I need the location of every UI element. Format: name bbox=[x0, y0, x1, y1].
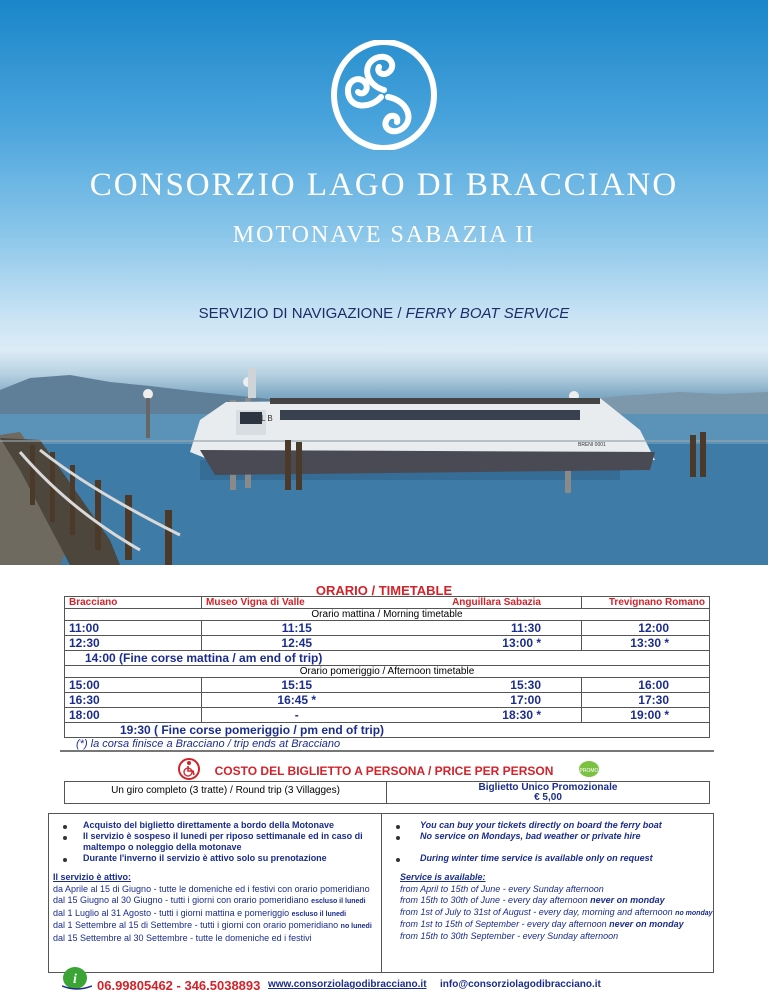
time-cell: 15:00 bbox=[65, 678, 202, 693]
time-cell: 17:00 bbox=[392, 693, 582, 708]
col-museo: Museo Vigna di Valle bbox=[202, 597, 392, 609]
it-bullet-1: Acquisto del biglietto direttamente a bordo della Motonave bbox=[83, 820, 335, 830]
email-link[interactable]: info@consorziolagodibracciano.it bbox=[440, 979, 601, 990]
en-line: from 15th to 30th of June - every day afternoon never on monday bbox=[400, 895, 665, 905]
svg-text:i: i bbox=[73, 972, 77, 987]
timetable-note: (*) la corsa finisce a Bracciano / trip ends at Bracciano bbox=[76, 738, 341, 750]
divider bbox=[60, 750, 714, 752]
en-schedule bbox=[400, 872, 713, 942]
triskelion-logo bbox=[331, 40, 437, 150]
time-cell: 18:30 * bbox=[392, 708, 582, 723]
ferry-photo bbox=[0, 340, 768, 565]
en-active-title: Service is available: bbox=[400, 872, 486, 882]
time-cell: 13:30 * bbox=[582, 636, 710, 651]
it-active-title: Il servizio è attivo: bbox=[53, 872, 132, 882]
time-cell: 13:00 * bbox=[392, 636, 582, 651]
round-trip-label: Un giro completo (3 tratte) / Round trip (3 Villagges) bbox=[65, 782, 387, 803]
time-cell: 11:30 bbox=[392, 621, 582, 636]
info-italian bbox=[49, 814, 382, 972]
website-link[interactable]: www.consorziolagodibracciano.it bbox=[268, 979, 427, 990]
morning-label: Orario mattina / Morning timetable bbox=[65, 609, 710, 621]
time-cell: 17:30 bbox=[582, 693, 710, 708]
timetable-table bbox=[64, 596, 710, 738]
it-line: dal 15 Giugno al 30 Giugno - tutti i giorni con orario pomeridiano escluso il lunedi bbox=[53, 895, 366, 905]
col-trevignano: Trevignano Romano bbox=[582, 597, 710, 609]
timetable-row bbox=[65, 621, 710, 636]
info-box bbox=[48, 813, 714, 973]
en-bullet-3: During winter time service is available only on request bbox=[420, 853, 653, 863]
it-bullet-2a: Il servizio è sospeso il lunedi per riposo settimanale ed in caso di bbox=[83, 831, 363, 841]
bow-label: N.L B bbox=[253, 414, 273, 423]
hull-label: BRENI 0001 bbox=[578, 442, 606, 448]
col-bracciano: Bracciano bbox=[65, 597, 202, 609]
it-line: dal 1 Luglio al 31 Agosto - tutti i giorni mattina e pomeriggio escluso il lunedi bbox=[53, 907, 347, 918]
promo-badge-icon bbox=[578, 760, 600, 778]
en-line: from April to 15th of June - every Sunday afternoon bbox=[400, 883, 604, 894]
time-cell: 18:00 bbox=[65, 708, 202, 723]
footer bbox=[0, 978, 768, 994]
time-cell: 16:30 bbox=[65, 693, 202, 708]
ticket-info bbox=[387, 782, 709, 803]
en-line: from 15th to 30th September - every Sunday afternoon bbox=[400, 930, 619, 941]
time-cell: 16:00 bbox=[582, 678, 710, 693]
it-line: da Aprile al 15 di Giugno - tutte le domeniche ed i festivi con orario pomeridiano bbox=[53, 883, 370, 894]
vessel-title: MOTONAVE SABAZIA II bbox=[232, 222, 536, 248]
timetable-row bbox=[65, 678, 710, 693]
time-cell: 11:15 bbox=[202, 621, 392, 636]
time-cell: - bbox=[202, 708, 392, 723]
en-line: from 1st of July to 31st of August - every day, morning and afternoon no monday bbox=[400, 906, 713, 917]
organization-title: CONSORZIO LAGO DI BRACCIANO bbox=[89, 167, 679, 203]
time-cell: 19:00 * bbox=[582, 708, 710, 723]
it-bullet-2b: maltempo o noleggio della motonave bbox=[83, 842, 242, 852]
timetable-title: ORARIO / TIMETABLE bbox=[315, 583, 453, 598]
ticket-label: Biglietto Unico Promozionale bbox=[478, 782, 618, 793]
timetable-header-row bbox=[65, 597, 710, 609]
timetable-row bbox=[65, 708, 710, 723]
en-line: from 1st to 15th of September - every day afternoon never on monday bbox=[400, 919, 684, 929]
ticket-price: € 5,00 bbox=[534, 792, 562, 803]
afternoon-end: 19:30 ( Fine corse pomeriggio / pm end of trip) bbox=[65, 723, 710, 738]
it-bullet-3: Durante l'inverno il servizio è attivo solo su prenotazione bbox=[83, 853, 327, 863]
time-cell: 12:00 bbox=[582, 621, 710, 636]
timetable-row bbox=[65, 636, 710, 651]
promo-badge-text: PROMO bbox=[579, 768, 599, 774]
time-cell: 11:00 bbox=[65, 621, 202, 636]
info-english bbox=[382, 814, 713, 972]
price-box bbox=[64, 781, 710, 804]
col-anguillara: Anguillara Sabazia bbox=[392, 597, 582, 609]
morning-end: 14:00 (Fine corse mattina / am end of trip) bbox=[65, 651, 710, 666]
en-bullet-2: No service on Mondays, bad weather or private hire bbox=[420, 831, 641, 841]
time-cell: 15:15 bbox=[202, 678, 392, 693]
time-cell: 15:30 bbox=[392, 678, 582, 693]
phone-numbers: 06.99805462 - 346.5038893 bbox=[97, 978, 261, 993]
it-line: dal 1 Settembre al 15 di Settembre - tutti i giorni con orario pomeridiano no lunedi bbox=[53, 920, 372, 930]
service-heading: SERVIZIO DI NAVIGAZIONE / FERRY BOAT SERVICE bbox=[198, 305, 570, 322]
en-bullet-1: You can buy your tickets directly on board the ferry boat bbox=[420, 820, 662, 830]
time-cell: 12:30 bbox=[65, 636, 202, 651]
timetable-row bbox=[65, 693, 710, 708]
price-title: COSTO DEL BIGLIETTO A PERSONA / PRICE PER PERSON bbox=[214, 764, 554, 778]
time-cell: 12:45 bbox=[202, 636, 392, 651]
afternoon-label: Orario pomeriggio / Afternoon timetable bbox=[65, 666, 710, 678]
time-cell: 16:45 * bbox=[202, 693, 392, 708]
it-line: dal 15 Settembre al 30 Settembre - tutte le domeniche ed i festivi bbox=[53, 932, 312, 943]
it-schedule bbox=[53, 872, 372, 944]
